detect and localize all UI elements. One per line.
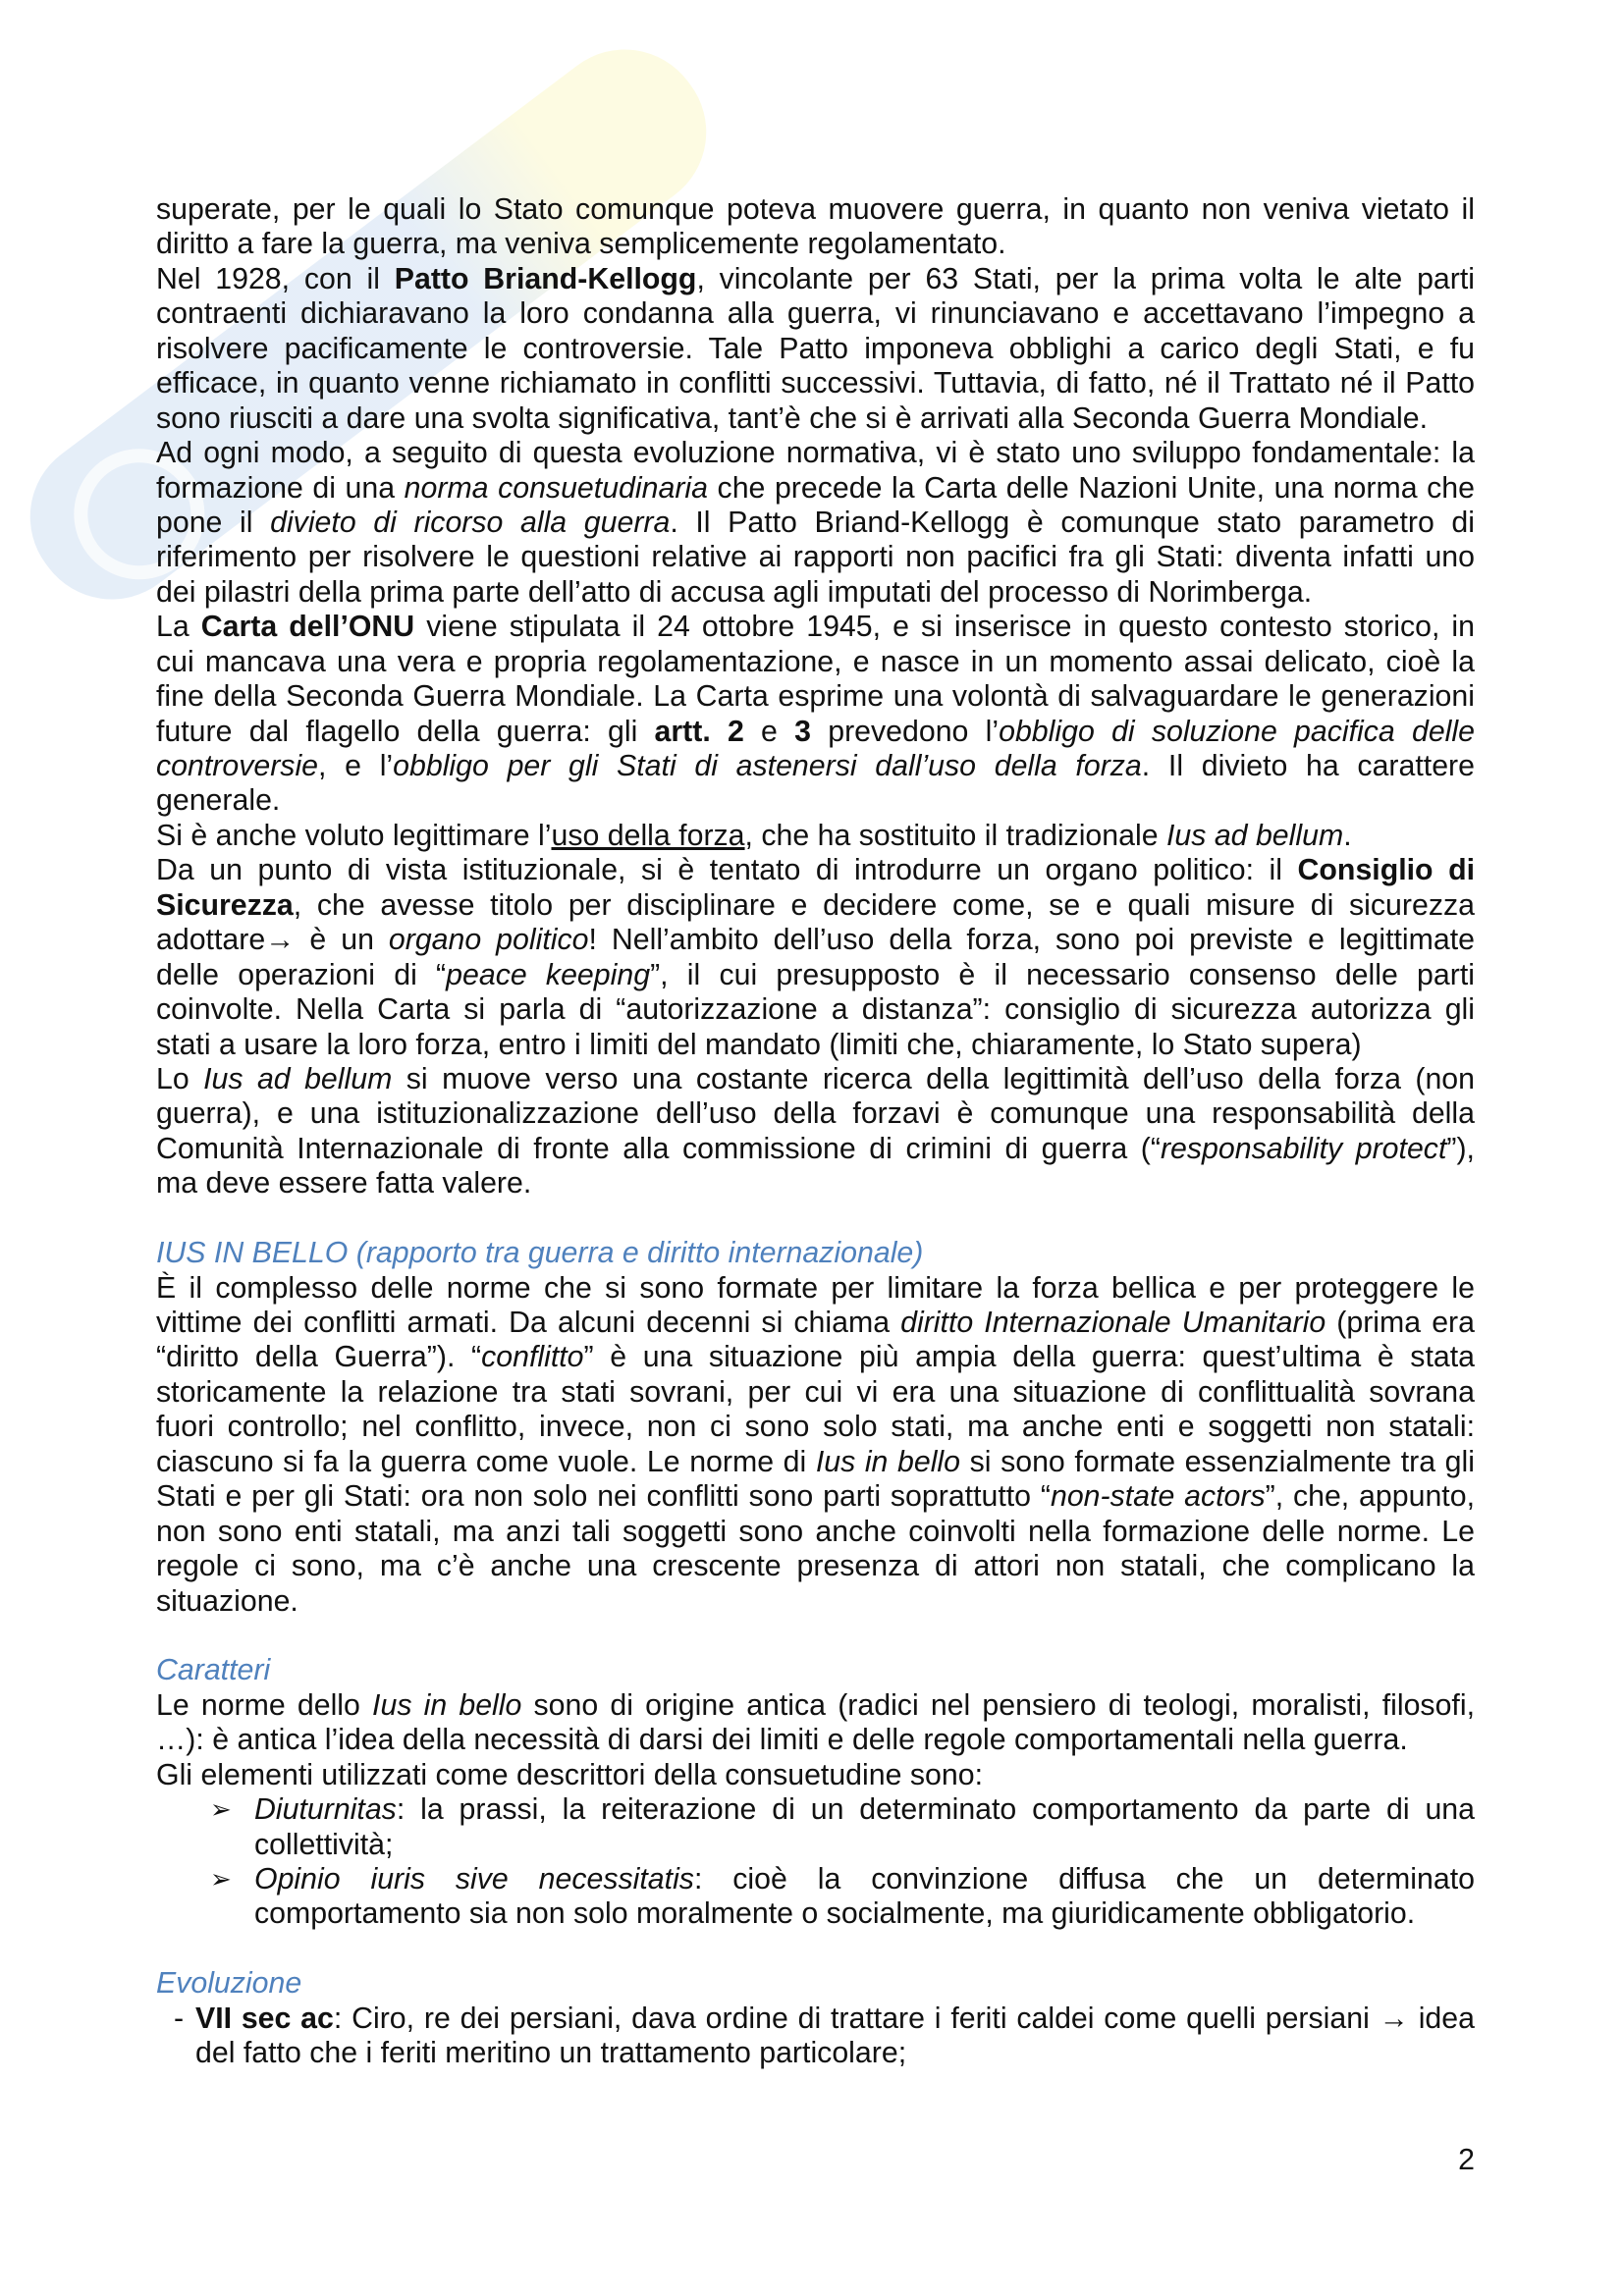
paragraph [156, 262, 1475, 436]
italic-text: obbligo per gli Stati di astenersi dall’uso della forza [393, 750, 1142, 782]
text-line [156, 715, 1475, 749]
document-body [156, 192, 1475, 2071]
text-run: dei pilastri della prima parte dell’atto di accusa agli imputati del processo di Norimberga. [156, 575, 1313, 609]
text-line [156, 1584, 1475, 1619]
text-line [156, 888, 1475, 923]
text-run: sono di origine antica (radici nel pensiero di teologi, moralisti, filosofi, [521, 1688, 1475, 1722]
text-run: ”), [1446, 1132, 1475, 1165]
italic-text: Opinio iuris sive necessitatis [254, 1863, 694, 1896]
text-run: , che avesse titolo per disciplinare e decidere come, se e quali misure di sicurezza [293, 888, 1475, 922]
text-run: si sono formate essenzialmente tra gli [960, 1445, 1475, 1478]
text-line [156, 366, 1475, 400]
list-item [156, 2002, 1475, 2071]
text-line [156, 575, 1475, 610]
text-line [156, 1306, 1475, 1340]
list-item [156, 1862, 1475, 1932]
text-line [156, 610, 1475, 644]
text-run: prevedono l’ [811, 715, 1000, 748]
text-run: generale. [156, 784, 281, 818]
bullet-list [156, 1792, 1475, 1932]
text-run: Ad ogni modo, a seguito di questa evoluzione normativa, vi è stato uno sviluppo fondamentale: la [156, 437, 1475, 470]
bold-text: Sicurezza [156, 888, 294, 922]
bold-text: Patto Briand-Kellogg [394, 262, 697, 295]
text-run: adottare→ è un [156, 924, 389, 957]
bold-text: VII sec ac [195, 2002, 334, 2035]
text-run: si muove verso una costante ricerca della legittimità dell’uso della forza (non [392, 1062, 1475, 1095]
italic-text: Diuturnitas [254, 1793, 397, 1827]
text-line [156, 1549, 1475, 1583]
text-run: . Il Patto Briand-Kellogg è comunque stato parametro di [670, 506, 1475, 539]
italic-text: non-state actors [1050, 1480, 1266, 1514]
text-run: comportamento sia non solo moralmente o socialmente, ma giuridicamente obbligatorio. [254, 1897, 1416, 1931]
text-run: future dal flagello della guerra: gli [156, 715, 655, 748]
text-line [156, 923, 1475, 957]
blank-line [156, 1932, 1475, 1966]
text-line [156, 1479, 1475, 1514]
section-heading: Evoluzione [156, 1967, 302, 2001]
text-run: e [743, 715, 795, 748]
text-run: Le norme dello [156, 1688, 373, 1722]
text-line [254, 1862, 1475, 1896]
paragraph [156, 853, 1475, 1062]
text-run: collettività; [254, 1828, 394, 1861]
text-line [156, 1028, 1475, 1062]
text-line [156, 679, 1475, 714]
italic-text: controversie [156, 750, 319, 782]
text-line [156, 1410, 1475, 1444]
list-item [156, 1792, 1475, 1862]
text-line [156, 992, 1475, 1027]
text-run: del fatto che i feriti meritino un trattamento particolare; [195, 2037, 907, 2070]
bold-text: Consiglio di [1297, 854, 1476, 887]
text-line [156, 296, 1475, 331]
italic-text: divieto di ricorso alla guerra [270, 506, 671, 539]
text-line [156, 645, 1475, 679]
text-run: La [156, 611, 201, 644]
text-run: È il complesso delle norme che si sono formate per limitare la forza bellica e per proteggere le [156, 1271, 1475, 1305]
text-run: pone il [156, 506, 271, 539]
text-line [254, 1896, 1475, 1931]
text-run: …): è antica l’idea della necessità di darsi dei limiti e delle regole comportamentali nella guerra. [156, 1724, 1408, 1757]
text-run: fuori controllo; nel conflitto, invece, non ci sono solo stati, ma anche enti e soggetti non statali: [156, 1411, 1475, 1444]
text-line [156, 1758, 1475, 1792]
text-line [195, 2002, 1475, 2036]
italic-text: obbligo di soluzione pacifica delle [999, 715, 1475, 748]
text-run: Lo [156, 1062, 204, 1095]
text-run: superate, per le quali lo Stato comunque poteva muovere guerra, in quanto non veniva vietato il [156, 193, 1475, 226]
text-run: ”, il cui presupposto è il necessario consenso delle parti [650, 958, 1475, 991]
text-run: delle operazioni di “ [156, 958, 447, 991]
arrow-bullet-icon: ➢ [210, 1864, 232, 1894]
text-run: Stati e per gli Stati: ora non solo nei conflitti sono parti soprattutto “ [156, 1480, 1051, 1514]
text-line [254, 1828, 1475, 1862]
text-run: non sono enti statali, ma anzi tali soggetti sono anche coinvolti nella formazione delle norme. Le [156, 1515, 1475, 1548]
bold-text: artt. 2 [654, 715, 744, 748]
text-run: diritto a fare la guerra, ma veniva semplicemente regolamentato. [156, 228, 1006, 261]
text-run: Si è anche voluto legittimare l’ [156, 819, 552, 852]
italic-text: norma consuetudinaria [404, 471, 708, 505]
text-run: riferimento per risolvere le questioni relative ai rapporti non pacifici fra gli Stati: diventa infatti uno [156, 541, 1475, 574]
dash-bullet: - [174, 2002, 185, 2035]
text-line [156, 540, 1475, 574]
paragraph [156, 1062, 1475, 1201]
text-line [156, 1132, 1475, 1166]
italic-text: Ius in bello [372, 1688, 522, 1722]
text-run: stati a usare la loro forza, entro i limiti del mandato (limiti che, chiaramente, lo Stato supera) [156, 1028, 1362, 1061]
text-line [156, 1166, 1475, 1201]
text-line [156, 471, 1475, 506]
text-run: guerra), e una istituzionalizzazione dell’uso della forzavi è comunque una responsabilità della [156, 1097, 1475, 1131]
text-line [156, 401, 1475, 436]
text-run: sono riusciti a dare una svolta significativa, tant’è che si è arrivati alla Seconda Guerra Mondiale. [156, 401, 1429, 435]
text-line [156, 262, 1475, 296]
text-line [156, 1271, 1475, 1306]
text-run: efficace, in quanto venne richiamato in conflitti successivi. Tuttavia, di fatto, né il Trattato né il Patto [156, 367, 1475, 400]
text-line [195, 2036, 1475, 2070]
paragraph [156, 436, 1475, 610]
paragraph [156, 610, 1475, 819]
paragraph [156, 1688, 1475, 1792]
text-line [156, 853, 1475, 887]
italic-text: peace keeping [446, 958, 651, 991]
text-run: , che ha sostituito il tradizionale [744, 819, 1166, 852]
text-run: ” è una situazione più ampia della guerra: quest’ultima è stata [583, 1341, 1475, 1374]
blank-line [156, 1619, 1475, 1653]
text-run: vittime dei conflitti armati. Da alcuni decenni si chiama [156, 1307, 901, 1339]
underlined-text: uso della forza [551, 819, 745, 852]
text-run: “diritto della Guerra”). “ [156, 1341, 482, 1374]
text-line [156, 749, 1475, 783]
text-line [156, 1375, 1475, 1410]
page-number: 2 [1458, 2144, 1475, 2176]
text-run: contraenti dichiaravano la loro condanna alla guerra, vi rinunciavano e accettavano l’impegno a [156, 297, 1475, 331]
paragraph [156, 192, 1475, 262]
section-heading: IUS IN BELLO (rapporto tra guerra e diritto internazionale) [156, 1237, 924, 1270]
text-line [156, 192, 1475, 227]
text-line [156, 1340, 1475, 1374]
text-run: . Il divieto ha carattere [1141, 750, 1475, 782]
text-run: ”, che, appunto, [1265, 1480, 1475, 1514]
text-line [156, 332, 1475, 366]
text-run: cui mancava una vera e propria regolamentazione, e nasce in un momento assai delicato, cioè la [156, 645, 1475, 678]
text-line [156, 958, 1475, 992]
text-run: : cioè la convinzione diffusa che un determinato [693, 1863, 1475, 1896]
text-line [156, 783, 1475, 818]
italic-text: organo politico [388, 924, 589, 957]
arrow-bullet-icon: ➢ [210, 1794, 232, 1825]
italic-text: responsability protect [1160, 1132, 1447, 1165]
text-line [156, 436, 1475, 470]
italic-text: diritto Internazionale Umanitario [900, 1307, 1326, 1339]
text-run: regole ci sono, ma c’è anche una crescente presenza di attori non statali, che complicano la [156, 1550, 1475, 1583]
text-run: formazione di una [156, 471, 405, 505]
section-heading: Caratteri [156, 1654, 271, 1687]
text-run: Gli elementi utilizzati come descrittori della consuetudine sono: [156, 1758, 983, 1791]
italic-text: conflitto [481, 1341, 584, 1374]
text-run: (prima era [1325, 1307, 1475, 1339]
text-line [156, 227, 1475, 261]
text-line [156, 1096, 1475, 1131]
text-run: fine della Seconda Guerra Mondiale. La Carta esprime una volontà di salvaguardare le generazioni [156, 680, 1475, 714]
paragraph [156, 1271, 1475, 1619]
text-run: , e l’ [318, 750, 394, 782]
text-line [156, 1445, 1475, 1479]
italic-text: Ius ad bellum [1166, 819, 1344, 852]
text-line [156, 1515, 1475, 1549]
paragraph [156, 819, 1475, 853]
text-line [254, 1792, 1475, 1827]
text-run: ma deve essere fatta valere. [156, 1167, 532, 1201]
text-run: : la prassi, la reiterazione di un determinato comportamento da parte di una [396, 1793, 1475, 1827]
text-line [156, 1688, 1475, 1723]
text-run: ciascuno si fa la guerra come vuole. Le norme di [156, 1445, 816, 1478]
text-run: Comunità Internazionale di fronte alla commissione di crimini di guerra (“ [156, 1132, 1161, 1165]
text-run: : Ciro, re dei persiani, dava ordine di trattare i feriti caldei come quelli persiani → idea [333, 2002, 1475, 2035]
text-run: storicamente la relazione tra stati sovrani, per cui vi era una situazione di conflittualità sovrana [156, 1375, 1475, 1409]
text-run: . [1343, 819, 1352, 852]
text-run: situazione. [156, 1584, 298, 1618]
text-run: viene stipulata il 24 ottobre 1945, e si inserisce in questo contesto storico, in [414, 611, 1476, 644]
bold-text: Carta dell’ONU [200, 611, 415, 644]
text-run: che precede la Carta delle Nazioni Unite, una norma che [708, 471, 1475, 505]
text-line [156, 506, 1475, 540]
text-line [156, 1062, 1475, 1096]
italic-text: Ius ad bellum [203, 1062, 393, 1095]
text-run: risolvere pacificamente le controversie. Tale Patto imponeva obblighi a carico degli Stati, e fu [156, 332, 1475, 365]
text-run: ! Nell’ambito dell’uso della forza, sono poi previste e legittimate [588, 924, 1475, 957]
dash-list [156, 2002, 1475, 2071]
text-run: Nel 1928, con il [156, 262, 395, 295]
text-run: coinvolte. Nella Carta si parla di “autorizzazione a distanza”: consiglio di sicurezza autorizza gli [156, 993, 1475, 1027]
bold-text: 3 [794, 715, 811, 748]
text-line [156, 819, 1475, 853]
italic-text: Ius in bello [815, 1445, 961, 1478]
blank-line [156, 1201, 1475, 1236]
text-run: , vincolante per 63 Stati, per la prima volta le alte parti [696, 262, 1476, 295]
text-run: Da un punto di vista istituzionale, si è tentato di introdurre un organo politico: il [156, 854, 1298, 887]
text-line [156, 1723, 1475, 1757]
